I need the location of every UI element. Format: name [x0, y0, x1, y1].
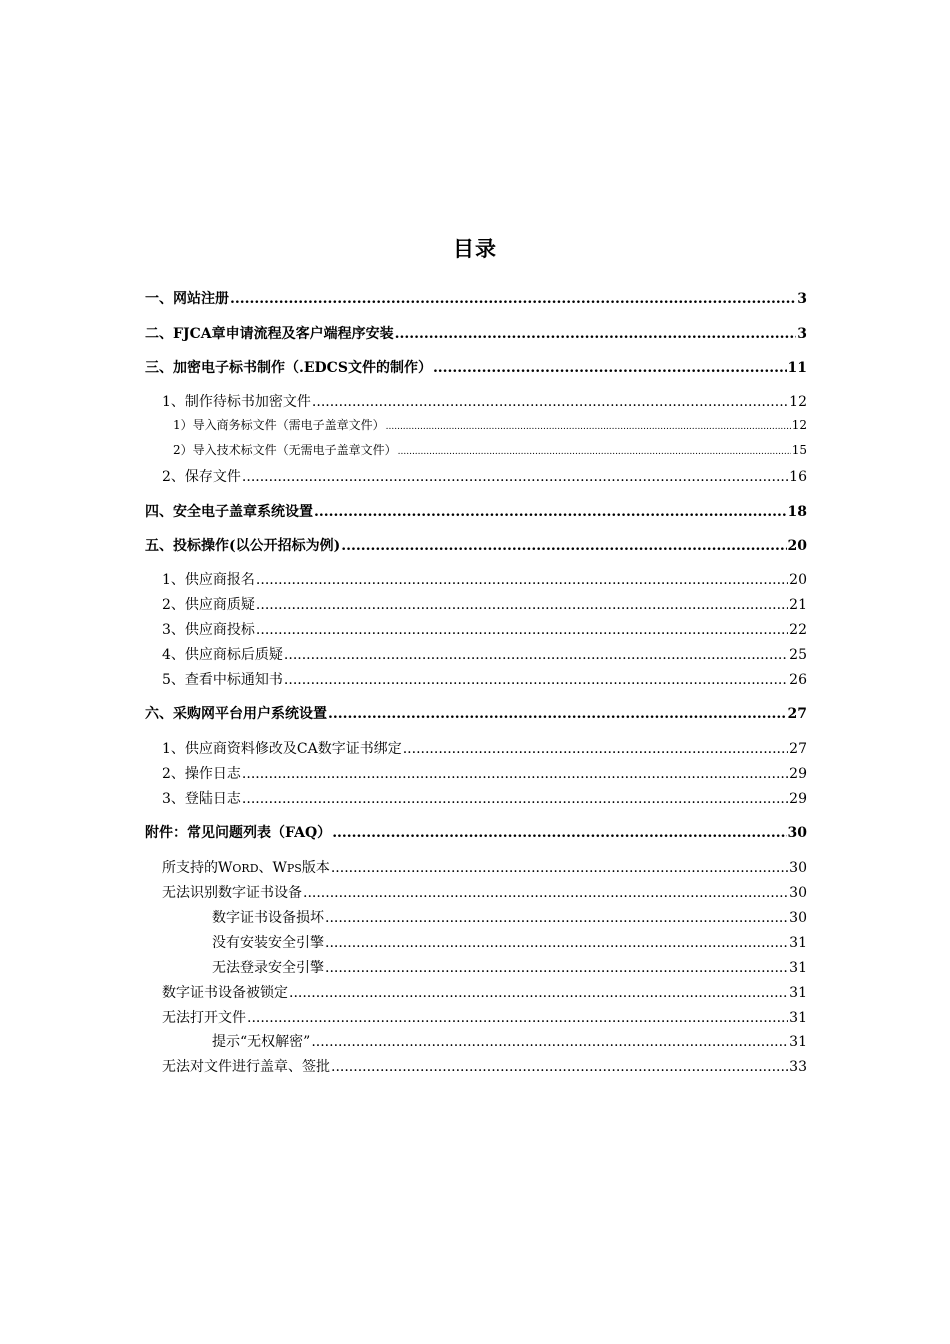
toc-entry-page: 12 — [789, 394, 807, 410]
toc-entry-page: 31 — [789, 1010, 807, 1026]
toc-entry[interactable] — [145, 703, 807, 723]
toc-entry-page: 18 — [787, 504, 807, 520]
toc-entry[interactable] — [145, 882, 807, 902]
toc-entry-text: 所支持的WORD、WPS版本 — [162, 860, 330, 876]
toc-entry-text: 无法登录安全引擎 — [212, 960, 324, 976]
dot-leader — [325, 935, 788, 951]
toc-entry-text: 数字证书设备被锁定 — [162, 985, 288, 1001]
dot-leader — [230, 291, 796, 307]
toc-entry[interactable] — [145, 907, 807, 927]
dot-leader — [325, 960, 788, 976]
toc-entry-text: 无法对文件进行盖章、签批 — [162, 1059, 330, 1075]
toc-entry-page: 12 — [791, 418, 807, 432]
toc-entry-page: 27 — [787, 706, 807, 722]
toc-entry-text: 2）导入技术标文件（无需电子盖章文件） — [173, 443, 397, 457]
toc-entry[interactable] — [145, 441, 807, 458]
dot-leader — [284, 647, 788, 663]
toc-entry-page: 26 — [789, 672, 807, 688]
toc-title: 目录 — [453, 237, 497, 261]
toc-entry-text: 附件：常见问题列表（FAQ） — [145, 825, 332, 841]
toc-entry-page: 31 — [789, 960, 807, 976]
toc-entry[interactable] — [145, 763, 807, 783]
dot-leader — [433, 360, 787, 376]
dot-leader — [311, 1034, 788, 1050]
toc-entry-text: 1、供应商报名 — [162, 572, 255, 588]
dot-leader — [403, 741, 788, 757]
toc-entry-text: 1、供应商资料修改及CA数字证书绑定 — [162, 741, 402, 757]
toc-entry-page: 11 — [787, 360, 807, 376]
toc-entry-text: 1）导入商务标文件（需电子盖章文件） — [173, 418, 385, 432]
toc-entry-text: 数字证书设备损坏 — [212, 910, 324, 926]
dot-leader — [398, 443, 791, 457]
toc-entry-text: 四、安全电子盖章系统设置 — [145, 504, 313, 520]
toc-entry[interactable] — [145, 644, 807, 664]
dot-leader — [242, 766, 788, 782]
toc-entry[interactable] — [145, 391, 807, 411]
toc-entry-text: 3、供应商投标 — [162, 622, 255, 638]
dot-leader — [289, 985, 788, 1001]
toc-entry-text: 二、FJCA章申请流程及客户端程序安装 — [145, 326, 394, 342]
toc-entry[interactable] — [145, 1056, 807, 1076]
toc-entry[interactable] — [145, 323, 807, 343]
toc-entry-page: 20 — [787, 538, 807, 554]
dot-leader — [256, 622, 788, 638]
toc-entry-page: 31 — [789, 985, 807, 1001]
toc-entry-page: 3 — [797, 326, 807, 342]
toc-entry[interactable] — [145, 957, 807, 977]
toc-entry-text: 五、投标操作(以公开招标为例) — [145, 538, 341, 554]
dot-leader — [242, 791, 788, 807]
toc-entry-text: 没有安装安全引擎 — [212, 935, 324, 951]
toc-entry-text: 六、采购网平台用户系统设置 — [145, 706, 327, 722]
toc-entry[interactable] — [145, 594, 807, 614]
toc-entry-page: 21 — [789, 597, 807, 613]
dot-leader — [395, 326, 797, 342]
dot-leader — [242, 469, 788, 485]
toc-entry-page: 30 — [789, 910, 807, 926]
dot-leader — [256, 572, 788, 588]
toc-entry[interactable] — [145, 822, 807, 842]
toc-entry[interactable] — [145, 1031, 807, 1051]
toc-entry-page: 30 — [789, 885, 807, 901]
dot-leader — [331, 860, 788, 876]
toc-entry-text: 无法打开文件 — [162, 1010, 246, 1026]
toc-entry[interactable] — [145, 501, 807, 521]
toc-entry-page: 20 — [789, 572, 807, 588]
toc-entry-text: 2、操作日志 — [162, 766, 241, 782]
toc-entry-page: 30 — [789, 860, 807, 876]
toc-entry-text: 3、登陆日志 — [162, 791, 241, 807]
toc-entry[interactable] — [145, 535, 807, 555]
toc-entry-text: 无法识别数字证书设备 — [162, 885, 302, 901]
toc-entry[interactable] — [145, 619, 807, 639]
toc-entry[interactable] — [145, 932, 807, 952]
toc-entry-text: 一、网站注册 — [145, 291, 229, 307]
toc-entry-page: 15 — [791, 443, 807, 457]
toc-entry[interactable] — [145, 569, 807, 589]
dot-leader — [328, 706, 787, 722]
toc-entry-page: 31 — [789, 1034, 807, 1050]
toc-entry-text: 三、加密电子标书制作（.EDCS文件的制作） — [145, 360, 432, 376]
dot-leader — [312, 394, 788, 410]
dot-leader — [386, 418, 791, 432]
dot-leader — [341, 538, 786, 554]
toc-entry-page: 29 — [789, 791, 807, 807]
toc-entry-text: 提示“无权解密” — [212, 1034, 311, 1050]
toc-entry[interactable] — [145, 982, 807, 1002]
dot-leader — [331, 1059, 788, 1075]
toc-entry[interactable] — [145, 669, 807, 689]
toc-entry-page: 25 — [789, 647, 807, 663]
dot-leader — [247, 1010, 788, 1026]
dot-leader — [325, 910, 788, 926]
toc-entry-page: 3 — [797, 291, 807, 307]
toc-entry-page: 29 — [789, 766, 807, 782]
toc-entry[interactable] — [145, 357, 807, 377]
dot-leader — [256, 597, 788, 613]
toc-entry-page: 30 — [787, 825, 807, 841]
toc-entry-text: 5、查看中标通知书 — [162, 672, 283, 688]
toc-entry[interactable] — [145, 788, 807, 808]
toc-entry-page: 27 — [789, 741, 807, 757]
dot-leader — [284, 672, 788, 688]
toc-entry-text: 2、供应商质疑 — [162, 597, 255, 613]
toc-entry[interactable] — [145, 416, 807, 433]
toc-entry[interactable] — [145, 1007, 807, 1027]
toc-entry[interactable] — [145, 466, 807, 486]
toc-entry-text: 2、保存文件 — [162, 469, 241, 485]
toc-entry[interactable] — [145, 857, 807, 877]
dot-leader — [314, 504, 787, 520]
toc-entry-text: 1、制作待标书加密文件 — [162, 394, 311, 410]
toc-entry-page: 31 — [789, 935, 807, 951]
toc-entry-text: 4、供应商标后质疑 — [162, 647, 283, 663]
toc-entry[interactable] — [145, 738, 807, 758]
dot-leader — [332, 825, 786, 841]
toc-entry[interactable] — [145, 288, 807, 308]
toc-entry-page: 16 — [789, 469, 807, 485]
dot-leader — [303, 885, 788, 901]
toc-entry-page: 22 — [789, 622, 807, 638]
toc-entry-page: 33 — [789, 1059, 807, 1075]
